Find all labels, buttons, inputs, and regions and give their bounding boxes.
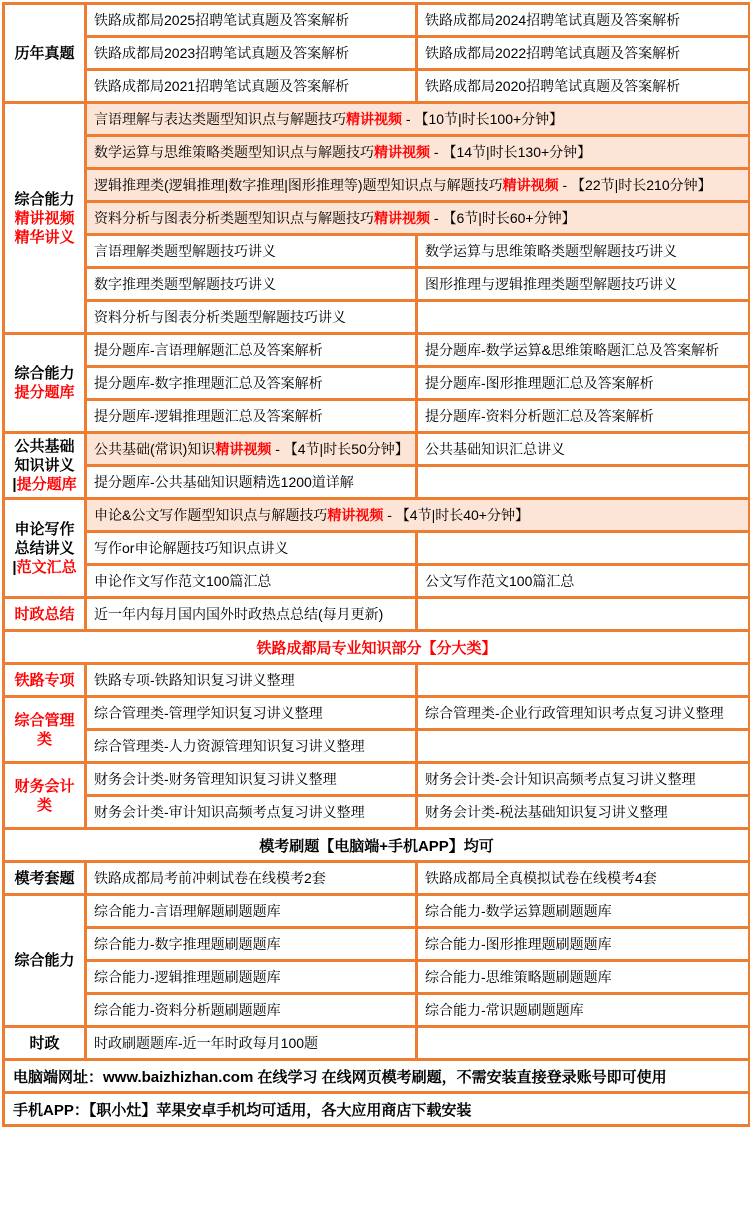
cell-text: 提分题库-资料分析题汇总及答案解析 [425, 408, 654, 424]
section-label-management [4, 697, 86, 763]
table-row [4, 103, 750, 136]
empty-cell [417, 664, 750, 697]
cell-text: 铁路成都局全真模拟试卷在线模考4套 [425, 870, 657, 886]
label-text-red: 精讲视频 [14, 209, 75, 227]
empty-cell [417, 532, 750, 565]
label-text: 时政 [29, 1034, 60, 1052]
content-cell [86, 400, 417, 433]
content-cell [86, 235, 417, 268]
cell-text: - 【22节|时长210分钟】 [558, 177, 712, 193]
label-text-red: 时政总结 [14, 605, 75, 623]
content-cell [417, 4, 750, 37]
cell-text: 提分题库-逻辑推理题汇总及答案解析 [94, 408, 323, 424]
cell-text: - 【4节|时长40+分钟】 [383, 507, 529, 523]
cell-text: 申论作文写作范文100篇汇总 [94, 573, 272, 589]
cell-text: 数学运算与思维策略类题型解题技巧讲义 [425, 243, 677, 259]
label-text-red: 精华讲义 [14, 228, 75, 246]
section-label-ability-video [4, 103, 86, 334]
cell-text: 数学运算与思维策略类题型知识点与解题技巧 [94, 144, 374, 160]
cell-text: - 【6节|时长60+分钟】 [430, 210, 576, 226]
content-cell [417, 862, 750, 895]
cell-text: 综合能力-逻辑推理题刷题题库 [94, 969, 281, 985]
content-cell [86, 796, 417, 829]
table-row [4, 994, 750, 1027]
cell-text: 综合能力-数学运算题刷题题库 [425, 903, 612, 919]
empty-cell [417, 1027, 750, 1060]
cell-text: 提分题库-数字推理题汇总及答案解析 [94, 375, 323, 391]
content-cell [86, 598, 417, 631]
table-row [4, 499, 750, 532]
content-cell [86, 697, 417, 730]
label-text-red: 铁路专项 [14, 671, 75, 689]
cell-text: 铁路成都局2024招聘笔试真题及答案解析 [425, 12, 681, 28]
table-row [4, 730, 750, 763]
table-row [4, 136, 750, 169]
section-header-text: 模考刷题【电脑端+手机APP】均可 [259, 837, 494, 855]
cell-text: 铁路专项-铁路知识复习讲义整理 [94, 672, 295, 688]
label-text: 历年真题 [14, 44, 75, 62]
label-text: 综合能力 [14, 190, 75, 208]
cell-text: 数字推理类题型解题技巧讲义 [94, 276, 276, 292]
table-row [4, 235, 750, 268]
table-row [4, 169, 750, 202]
section-label-finance [4, 763, 86, 829]
cell-text: 时政刷题题库-近一年时政每月100题 [94, 1035, 319, 1051]
table-row [4, 1027, 750, 1060]
cell-text: 财务会计类-税法基础知识复习讲义整理 [425, 804, 668, 820]
content-cell [86, 763, 417, 796]
empty-cell [417, 730, 750, 763]
cell-text: 综合管理类-管理学知识复习讲义整理 [94, 705, 323, 721]
section-label-railway [4, 664, 86, 697]
content-cell [86, 961, 417, 994]
label-text: 综合能力 [14, 952, 75, 969]
cell-text: 写作or申论解题技巧知识点讲义 [94, 540, 289, 556]
content-cell [417, 994, 750, 1027]
content-cell [86, 268, 417, 301]
cell-text: 资料分析与图表分析类题型解题技巧讲义 [94, 309, 346, 325]
table-row [4, 70, 750, 103]
cell-text: 铁路成都局2022招聘笔试真题及答案解析 [425, 45, 681, 61]
cell-text: 综合能力-常识题刷题题库 [425, 1002, 584, 1018]
cell-text: 财务会计类-财务管理知识复习讲义整理 [94, 771, 337, 787]
content-cell [86, 730, 417, 763]
table-row [4, 763, 750, 796]
content-cell [417, 37, 750, 70]
cell-text: 综合管理类-企业行政管理知识考点复习讲义整理 [425, 705, 724, 721]
table-row [4, 367, 750, 400]
content-cell [86, 334, 417, 367]
content-cell [86, 565, 417, 598]
table-row [4, 862, 750, 895]
content-cell [417, 796, 750, 829]
content-cell [86, 532, 417, 565]
table-row [4, 37, 750, 70]
label-text: 知识讲义 [14, 457, 75, 474]
video-cell [86, 136, 750, 169]
pipe-separator: | [12, 558, 17, 576]
cell-text: 逻辑推理类(逻辑推理|数字推理|图形推理等)题型知识点与解题技巧 [94, 177, 503, 193]
cell-text: 提分题库-图形推理题汇总及答案解析 [425, 375, 654, 391]
table-row [4, 466, 750, 499]
empty-cell [417, 301, 750, 334]
table-row [4, 928, 750, 961]
content-cell [417, 895, 750, 928]
label-text-red: 提分题库 [14, 384, 75, 401]
section-label-ability-practice [4, 895, 86, 1027]
content-cell [86, 664, 417, 697]
label-text-red [6, 475, 83, 494]
content-cell [86, 895, 417, 928]
cell-text: 公共基础知识汇总讲义 [425, 441, 565, 457]
table-row [4, 961, 750, 994]
pipe-separator: | [12, 476, 17, 493]
highlight-text: 精讲视频 [215, 441, 272, 457]
cell-text: 图形推理与逻辑推理类题型解题技巧讲义 [425, 276, 677, 292]
content-cell [86, 70, 417, 103]
cell-text: 铁路成都局2021招聘笔试真题及答案解析 [94, 78, 350, 94]
content-cell [417, 235, 750, 268]
section-label-essay [4, 499, 86, 598]
label-text-red [6, 558, 83, 577]
cell-text: 综合能力-图形推理题刷题题库 [425, 936, 612, 952]
highlight-text: 精讲视频 [374, 210, 430, 226]
section-label-politics-summary [4, 598, 86, 631]
cell-text: 综合能力-数字推理题刷题题库 [94, 936, 281, 952]
content-cell [417, 268, 750, 301]
table-row [4, 829, 750, 862]
video-cell [86, 202, 750, 235]
label-text: 申论写作 [14, 520, 75, 538]
label-text: 公共基础 [14, 438, 75, 455]
cell-text: 财务会计类-会计知识高频考点复习讲义整理 [425, 771, 696, 787]
highlight-text: 精讲视频 [374, 144, 430, 160]
cell-text: 铁路成都局2020招聘笔试真题及答案解析 [425, 78, 681, 94]
content-cell [86, 994, 417, 1027]
content-cell [86, 1027, 417, 1060]
cell-text: 近一年内每月国内国外时政热点总结(每月更新) [94, 606, 384, 622]
table-row [4, 598, 750, 631]
cell-text: 提分题库-公共基础知识题精选1200道详解 [94, 474, 354, 490]
label-text-red: 提分题库 [16, 476, 77, 493]
footer-pc-website [4, 1060, 750, 1093]
table-row [4, 400, 750, 433]
label-text-red: 综合管理 [14, 711, 75, 729]
table-row [4, 433, 750, 466]
table-row [4, 697, 750, 730]
cell-text: 铁路成都局2025招聘笔试真题及答案解析 [94, 12, 350, 28]
table-row [4, 1060, 750, 1093]
label-text-red: 类 [36, 796, 52, 814]
content-cell [86, 928, 417, 961]
content-cell [417, 334, 750, 367]
video-cell [86, 103, 750, 136]
cell-text: 财务会计类-审计知识高频考点复习讲义整理 [94, 804, 365, 820]
section-header-professional [4, 631, 750, 664]
cell-text: 综合能力-言语理解题刷题题库 [94, 903, 281, 919]
table-row [4, 532, 750, 565]
cell-text: - 【4节|时长50分钟】 [271, 441, 409, 457]
content-cell [86, 466, 417, 499]
cell-text: 铁路成都局考前冲刺试卷在线模考2套 [94, 870, 326, 886]
content-cell [86, 37, 417, 70]
table-row [4, 664, 750, 697]
section-header-mock [4, 829, 750, 862]
content-cell [417, 961, 750, 994]
content-cell [417, 70, 750, 103]
content-cell [417, 928, 750, 961]
content-cell [86, 862, 417, 895]
cell-text: - 【14节|时长130+分钟】 [430, 144, 592, 160]
empty-cell [417, 466, 750, 499]
label-text: 综合能力 [14, 365, 75, 382]
cell-text: 综合管理类-人力资源管理知识复习讲义整理 [94, 738, 365, 754]
section-header-text: 铁路成都局专业知识部分【分大类】 [256, 639, 497, 657]
table-row [4, 565, 750, 598]
content-cell [417, 367, 750, 400]
table-row [4, 268, 750, 301]
footer-text: 手机APP：【职小灶】苹果安卓手机均可适用，各大应用商店下载安装 [13, 1101, 472, 1119]
section-label-politics [4, 1027, 86, 1060]
cell-text: 言语理解类题型解题技巧讲义 [94, 243, 276, 259]
section-label-ability-bank [4, 334, 86, 433]
cell-text: 综合能力-思维策略题刷题题库 [425, 969, 612, 985]
content-cell [86, 4, 417, 37]
table-row [4, 1093, 750, 1126]
highlight-text: 精讲视频 [327, 507, 384, 523]
highlight-text: 精讲视频 [502, 177, 559, 193]
cell-text: 综合能力-资料分析题刷题题库 [94, 1002, 281, 1018]
cell-text: 申论&公文写作题型知识点与解题技巧 [94, 507, 328, 523]
section-label-mock [4, 862, 86, 895]
content-cell [417, 433, 750, 466]
table-row [4, 334, 750, 367]
video-cell [86, 433, 417, 466]
section-label-history [4, 4, 86, 103]
cell-text: 铁路成都局2023招聘笔试真题及答案解析 [94, 45, 350, 61]
footer-mobile-app [4, 1093, 750, 1126]
label-text-red: 类 [36, 730, 52, 748]
table-row [4, 796, 750, 829]
cell-text: 言语理解与表达类题型知识点与解题技巧 [94, 111, 346, 127]
label-text-red: 财务会计 [14, 777, 75, 795]
footer-text: 电脑端网址：www.baizhizhan.com 在线学习 在线网页模考刷题，不需安装直接登录账号即可使用 [13, 1068, 667, 1086]
content-cell [86, 367, 417, 400]
content-cell [86, 301, 417, 334]
table-row [4, 202, 750, 235]
label-text: 模考套题 [14, 869, 75, 887]
table-row [4, 301, 750, 334]
table-row [4, 895, 750, 928]
cell-text: 公文写作范文100篇汇总 [425, 573, 575, 589]
content-cell [417, 400, 750, 433]
table-row [4, 631, 750, 664]
content-cell [417, 697, 750, 730]
empty-cell [417, 598, 750, 631]
content-cell [417, 565, 750, 598]
cell-text: 提分题库-言语理解题汇总及答案解析 [94, 342, 323, 358]
highlight-text: 精讲视频 [346, 111, 402, 127]
course-material-table [2, 2, 750, 1127]
cell-text: 提分题库-数学运算&思维策略题汇总及答案解析 [425, 342, 719, 358]
cell-text: 资料分析与图表分析类题型知识点与解题技巧 [94, 210, 374, 226]
section-label-public-basic [4, 433, 86, 499]
video-cell [86, 169, 750, 202]
content-cell [417, 763, 750, 796]
video-cell [86, 499, 750, 532]
cell-text: 公共基础(常识)知识 [94, 441, 216, 457]
table-row [4, 4, 750, 37]
cell-text: - 【10节|时长100+分钟】 [402, 111, 564, 127]
label-text-red: 范文汇总 [16, 558, 77, 576]
label-text: 总结讲义 [14, 539, 75, 557]
